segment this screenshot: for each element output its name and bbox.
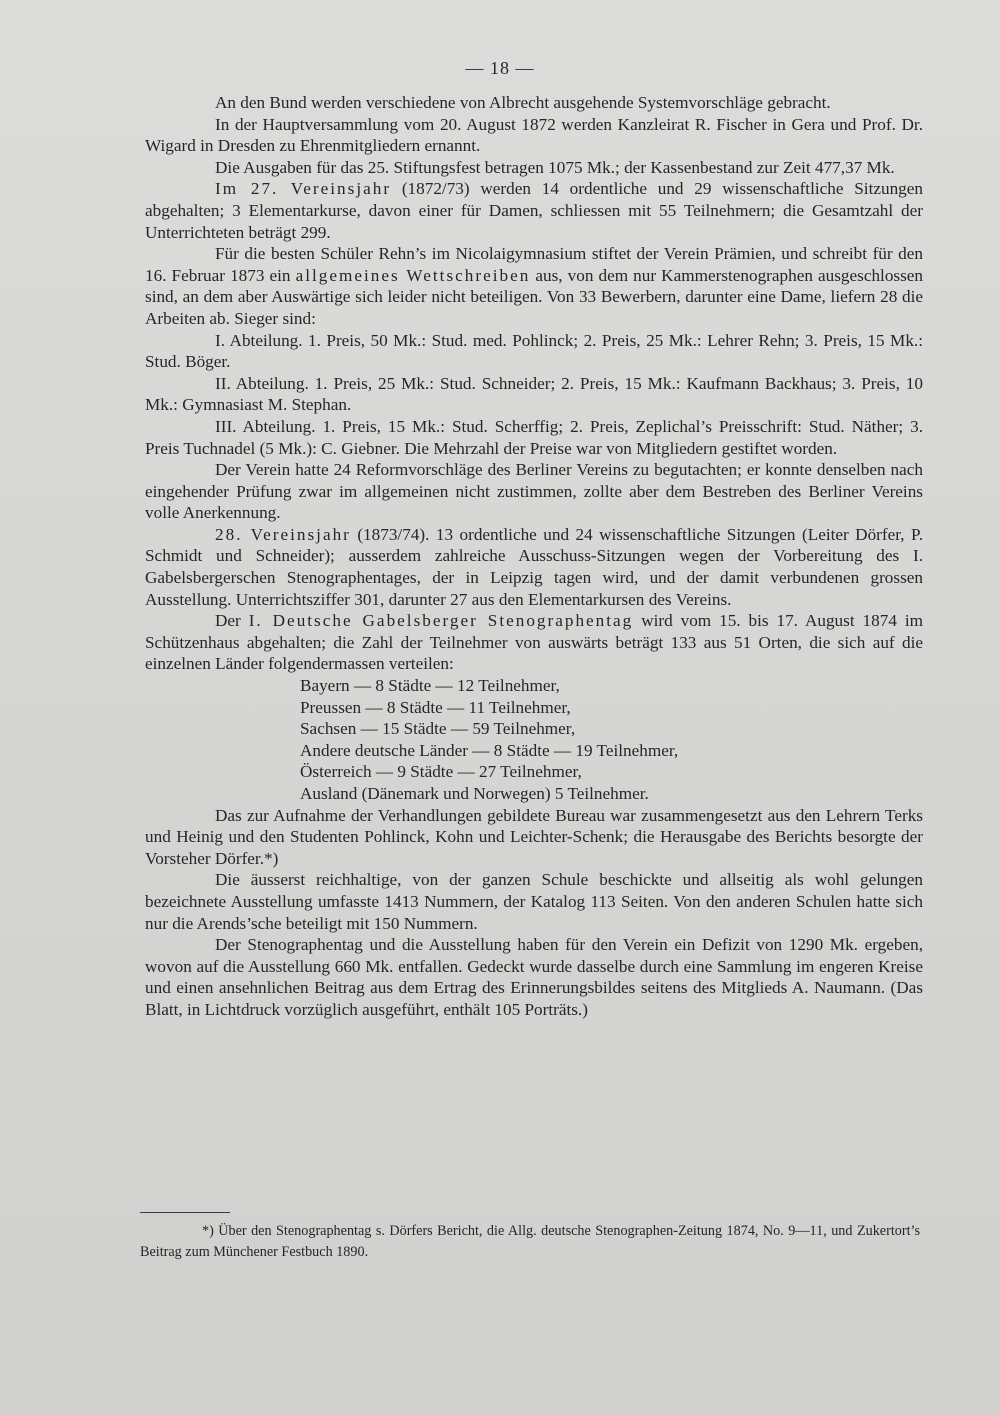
list-item: Österreich — 9 Städte — 27 Teilnehmer, [300, 762, 582, 782]
paragraph: Die äusserst reichhaltige, von der ganzen Schule beschickte und allseitig als wohl gelungen bezeichnete Ausstellung umfasste 1413 Nummern, der Katalog 113 Seiten. Von den anderen Schulen hatte sich nur die Arends’sche beteiligt mit 150 Nummern. [145, 870, 923, 933]
paragraph: Der Stenographentag und die Ausstellung haben für den Verein ein Defizit von 1290 Mk. ergeben, wovon auf die Ausstellung 660 Mk. entfallen. Gedeckt wurde dasselbe durch eine Sammlung im engeren Kreise und einen ansehnlichen Beitrag aus dem Ertrag des Erinnerungsbildes seitens des Mitglieds A. Naumann. (Das Blatt, in Lichtdruck vorzüglich ausgeführt, enthält 105 Porträts.) [145, 935, 923, 1019]
paragraph-text: (1873/74). 13 ordentliche und 24 wissenschaftliche Sitzungen (Leiter Dörfer, P. Schmidt und Schneider); ausserdem zahlreiche Ausschuss-Sitzungen wegen der Vorbereitung des I. Gabelsbergerschen Stenographentages, der in Leipzig tagen wird, und der damit verbundenen grossen Ausstellung. Unterrichtsziffer 301, darunter 27 aus den Elementarkursen des Vereins. [145, 524, 923, 609]
paragraph: Die Ausgaben für das 25. Stiftungsfest betragen 1075 Mk.; der Kassenbestand zur Zeit 477,37 Mk. [215, 157, 895, 177]
spaced-emphasis: allgemeines Wettschreiben [295, 265, 531, 285]
paragraph [145, 178, 923, 243]
paragraph [145, 243, 923, 329]
body-text [145, 92, 923, 1021]
spaced-heading: 28. Vereinsjahr [215, 524, 351, 544]
participant-list [145, 675, 923, 805]
paragraph: I. Abteilung. 1. Preis, 50 Mk.: Stud. med. Pohlinck; 2. Preis, 25 Mk.: Lehrer Rehn; 3. Preis, 15 Mk.: Stud. Böger. [145, 330, 923, 372]
list-item: Preussen — 8 Städte — 11 Teilnehmer, [300, 697, 571, 717]
paragraph-text: (1872/73) werden 14 ordentliche und 29 wissenschaftliche Sitzungen abgehalten; 3 Elementarkurse, davon einer für Damen, schliessen mit 55 Teilnehmern; die Gesamtzahl der Unterrichteten beträgt 299. [145, 179, 923, 242]
list-item: Bayern — 8 Städte — 12 Teilnehmer, [300, 676, 560, 696]
paragraph: II. Abteilung. 1. Preis, 25 Mk.: Stud. Schneider; 2. Preis, 15 Mk.: Kaufmann Backhaus; 3. Preis, 10 Mk.: Gymnasiast M. Stephan. [145, 373, 923, 415]
footnote [140, 1221, 920, 1263]
list-item: Andere deutsche Länder — 8 Städte — 19 Teilnehmer, [300, 740, 679, 760]
footnote-divider [140, 1212, 230, 1213]
paragraph [145, 524, 923, 610]
page-number: — 18 — [465, 58, 535, 78]
paragraph: In der Hauptversammlung vom 20. August 1872 werden Kanzleirat R. Fischer in Gera und Prof. Dr. Wigard in Dresden zu Ehrenmitgliedern ernannt. [145, 114, 923, 156]
paragraph: Das zur Aufnahme der Verhandlungen gebildete Bureau war zusammengesetzt aus den Lehrern Terks und Heinig und den Studenten Pohlinck, Kohn und Leichter-Schenk; die Herausgabe des Berichts besorgte der Vorsteher Dörfer.*) [145, 805, 923, 868]
paragraph: III. Abteilung. 1. Preis, 15 Mk.: Stud. Scherffig; 2. Preis, Zeplichal’s Preisschrift: Stud. Näther; 3. Preis Tuchnadel (5 Mk.): C. Giebner. Die Mehrzahl der Preise war von Mitgliedern gestiftet worden. [145, 416, 923, 458]
footnote-text: *) Über den Stenographentag s. Dörfers Bericht, die Allg. deutsche Stenographen-Zeitung 1874, No. 9—11, und Zukertort’s Beitrag zum Münchener Festbuch 1890. [140, 1223, 920, 1260]
paragraph-text: wird vom 15. bis 17. August 1874 im Schützenhaus abgehalten; die Zahl der Teilnehmer von auswärts beträgt 133 aus 51 Orten, die sich auf die einzelnen Länder folgendermassen verteilen: [145, 611, 923, 674]
paragraph [145, 610, 923, 675]
paragraph-text: aus, von dem nur Kammerstenographen ausgeschlossen sind, an dem aber Auswärtige sich leider nicht beteiligen. Von 33 Bewerbern, darunter eine Dame, liefern 28 die Arbeiten ab. Sieger sind: [145, 265, 924, 328]
list-item: Sachsen — 15 Städte — 59 Teilnehmer, [300, 719, 576, 739]
paragraph-text: Der [215, 611, 249, 631]
list-item: Ausland (Dänemark und Norwegen) 5 Teilnehmer. [300, 784, 649, 803]
paragraph-text: Für die besten Schüler Rehn’s im Nicolaigymnasium stiftet der Verein Prämien, und schreibt für den 16. Februar 1873 ein [145, 244, 923, 285]
spaced-heading: Im 27. Vereinsjahr [215, 179, 392, 199]
paragraph: Der Verein hatte 24 Reformvorschläge des Berliner Vereins zu begutachten; er konnte denselben nach eingehender Prüfung zwar im allgemeinen nicht zustimmen, zollte aber dem Bestreben des Berliner Vereins volle Anerkennung. [145, 460, 923, 523]
spaced-emphasis: I. Deutsche Gabelsberger Stenographentag [248, 611, 634, 631]
paragraph: An den Bund werden verschiedene von Albrecht ausgehende Systemvorschläge gebracht. [215, 93, 831, 112]
